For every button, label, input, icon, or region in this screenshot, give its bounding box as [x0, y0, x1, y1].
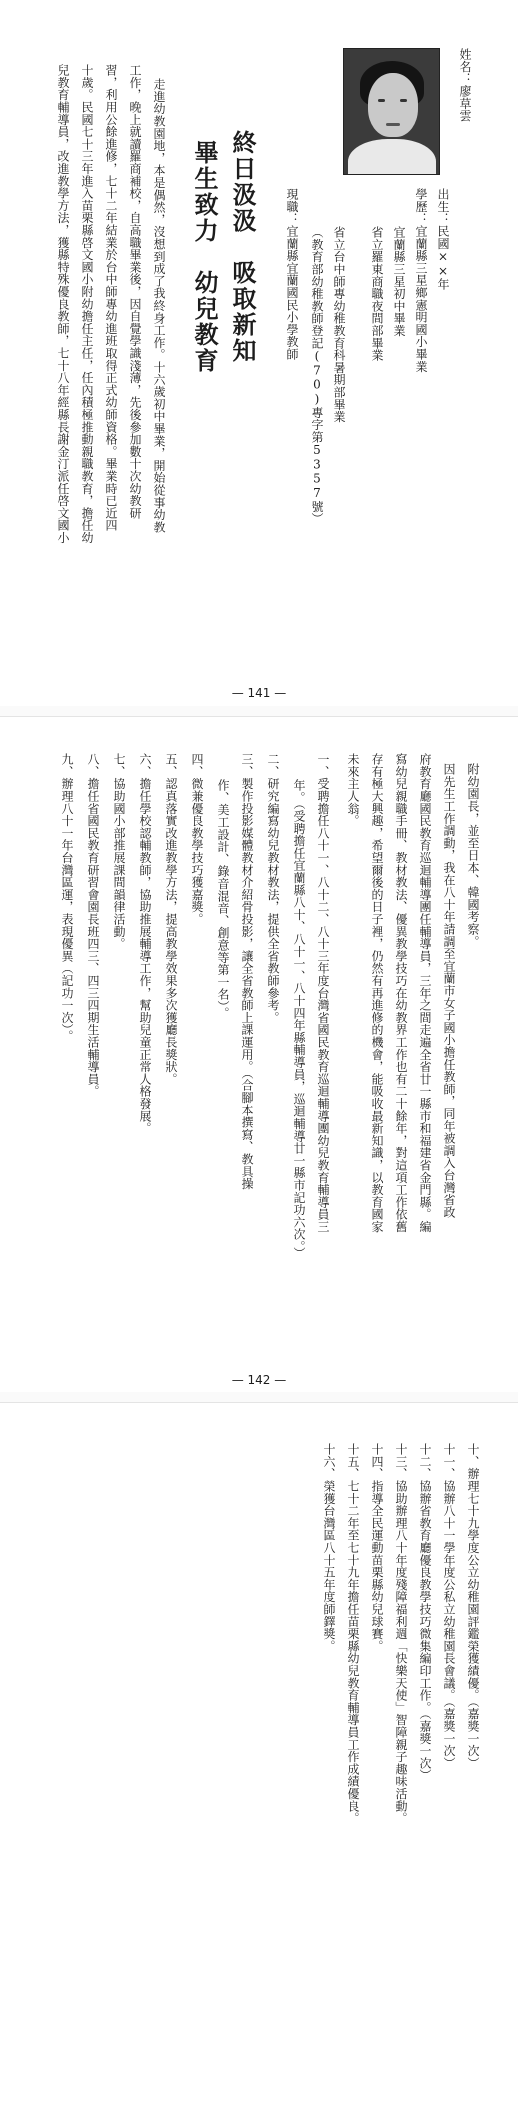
- list-item: 四、微兼優良教學技巧獲嘉獎。: [190, 753, 204, 926]
- body-column: 寫幼兒親職手冊、教材教法、優異教學技巧在幼教界工作也有二十餘年，對這項工作依舊: [394, 753, 408, 1233]
- body-column: 兒教育輔導員，改進教學方法，獲縣特殊優良教師，七十八年經縣長謝金汀派任啓文國小: [56, 64, 70, 544]
- list-item: 十、辦理七十九學度公立幼稚園評鑑榮獲績優。（嘉獎一次）: [466, 1443, 480, 1770]
- profile-born: 出生：民國××年: [436, 188, 450, 291]
- page-143: [0, 1402, 518, 2127]
- list-item: 十五、七十二年至七十九年擔任苗栗縣幼兒教育輔導員工作成績優良。: [346, 1443, 360, 1825]
- list-item: 年。（受聘擔任宜蘭縣八十、八十一、八十四年縣輔導員，巡迴輔導廿一縣市記功六次。）: [292, 779, 306, 1259]
- body-column: 十歲。民國七十三年進入苗栗縣啓文國小附幼擔任主任，任內積極推動親職教育，擔任幼: [80, 64, 94, 544]
- body-column: 府教育廳國民教育巡迴輔導團任輔導員，三年之間走遍全省廿一縣市和福建省金門縣。編: [418, 753, 432, 1233]
- body-column: 習，利用公餘進修，七十二年結業於台中師專幼進班取得正式幼師資格。畢業時已近四: [104, 64, 118, 532]
- list-item: 作、美工設計、錄音混音、創意等第一名）。: [216, 779, 230, 1019]
- list-item: 三、製作投影媒體教材介紹骨投影，讓全省教師上課運用。（合腳本撰寫、教具操: [240, 753, 254, 1190]
- headline: 畢生致力 幼兒教育: [190, 140, 219, 374]
- page-number: — 141 —: [231, 686, 287, 700]
- list-item: 十六、榮獲台灣區八十五年度師鐸獎。: [322, 1443, 336, 1653]
- list-item: 十三、協助辦理八十年度殘障福利週「快樂天使」智障親子趣味活動。: [394, 1443, 408, 1825]
- list-item: 十四、指導全民運動苗栗縣幼兒球賽。: [370, 1443, 384, 1653]
- body-column: 附幼園長，並至日本、韓國考察。: [466, 763, 480, 948]
- list-item: 五、認真落實改進教學方法，提高教學效果多次獲廳長獎狀。: [164, 753, 178, 1086]
- list-item: 七、協助國小部推展課間韻律活動。: [112, 753, 126, 950]
- body-column: 因先生工作調動，我在八十年請調至宜蘭市女子國小擔任教師，同年被調入台灣省政: [442, 763, 456, 1219]
- headline: 終日汲汲 吸取新知: [228, 130, 257, 364]
- page-142: [0, 716, 518, 1393]
- page-141: [0, 0, 518, 706]
- list-item: 十二、協辦省教育廳優良教學技巧微集編印工作。（嘉獎一次）: [418, 1443, 432, 1782]
- profile-name: 姓名：廖草雲: [458, 48, 472, 122]
- body-column: 工作，晚上就讀羅商補校，自高職畢業後，因自覺學識淺薄，先後參加數十次幼教研: [128, 64, 142, 520]
- page-gap: [0, 706, 518, 716]
- portrait-photo: [343, 48, 440, 175]
- body-column: 走進幼教園地，本是偶然，沒想到成了我終身工作。十六歲初中畢業，開始從事幼教: [152, 78, 166, 534]
- profile-education: 學歷：宜蘭縣三星鄉憲明國小畢業: [414, 188, 428, 373]
- profile-education: 省立羅東商職夜間部畢業: [370, 226, 384, 362]
- body-column: 存有極大興趣，希望爾後的日子裡，仍然有再進修的機會，能吸收最新知識，以教育國家: [370, 753, 384, 1233]
- page-number: — 142 —: [231, 1373, 287, 1387]
- body-column: 未來主人翁。: [346, 753, 360, 827]
- page-gap: [0, 1392, 518, 1402]
- list-item: 六、擔任學校認輔教師，協助推展輔導工作，幫助兒童正常人格發展。: [138, 753, 152, 1135]
- profile-job: 現職：宜蘭縣宜蘭國民小學教師: [285, 188, 299, 361]
- list-item: 八、擔任省國民教育研習會園長班四三、四三四期生活輔導員。: [86, 753, 100, 1098]
- list-item: 二、研究編寫幼兒教材教法，提供全省教師參考。: [266, 753, 280, 1024]
- list-item: 一、受聘擔任八十一、八十二、八十三年度台灣省國民教育巡迴輔導團幼兒教育輔導員三: [316, 753, 330, 1233]
- profile-education: 省立台中師專幼稚教育科暑期部畢業: [332, 226, 346, 423]
- list-item: 十一、協辦八十一學年度公私立幼稚園長會議。（嘉獎一次）: [442, 1443, 456, 1770]
- list-item: 九、辦理八十一年台灣區運，表現優異（記功一次）。: [60, 753, 74, 1043]
- profile-education: 宜蘭縣三星初中畢業: [392, 226, 406, 337]
- profile-certificate: （教育部幼稚教師登記(70)專字第5357號）: [310, 226, 324, 525]
